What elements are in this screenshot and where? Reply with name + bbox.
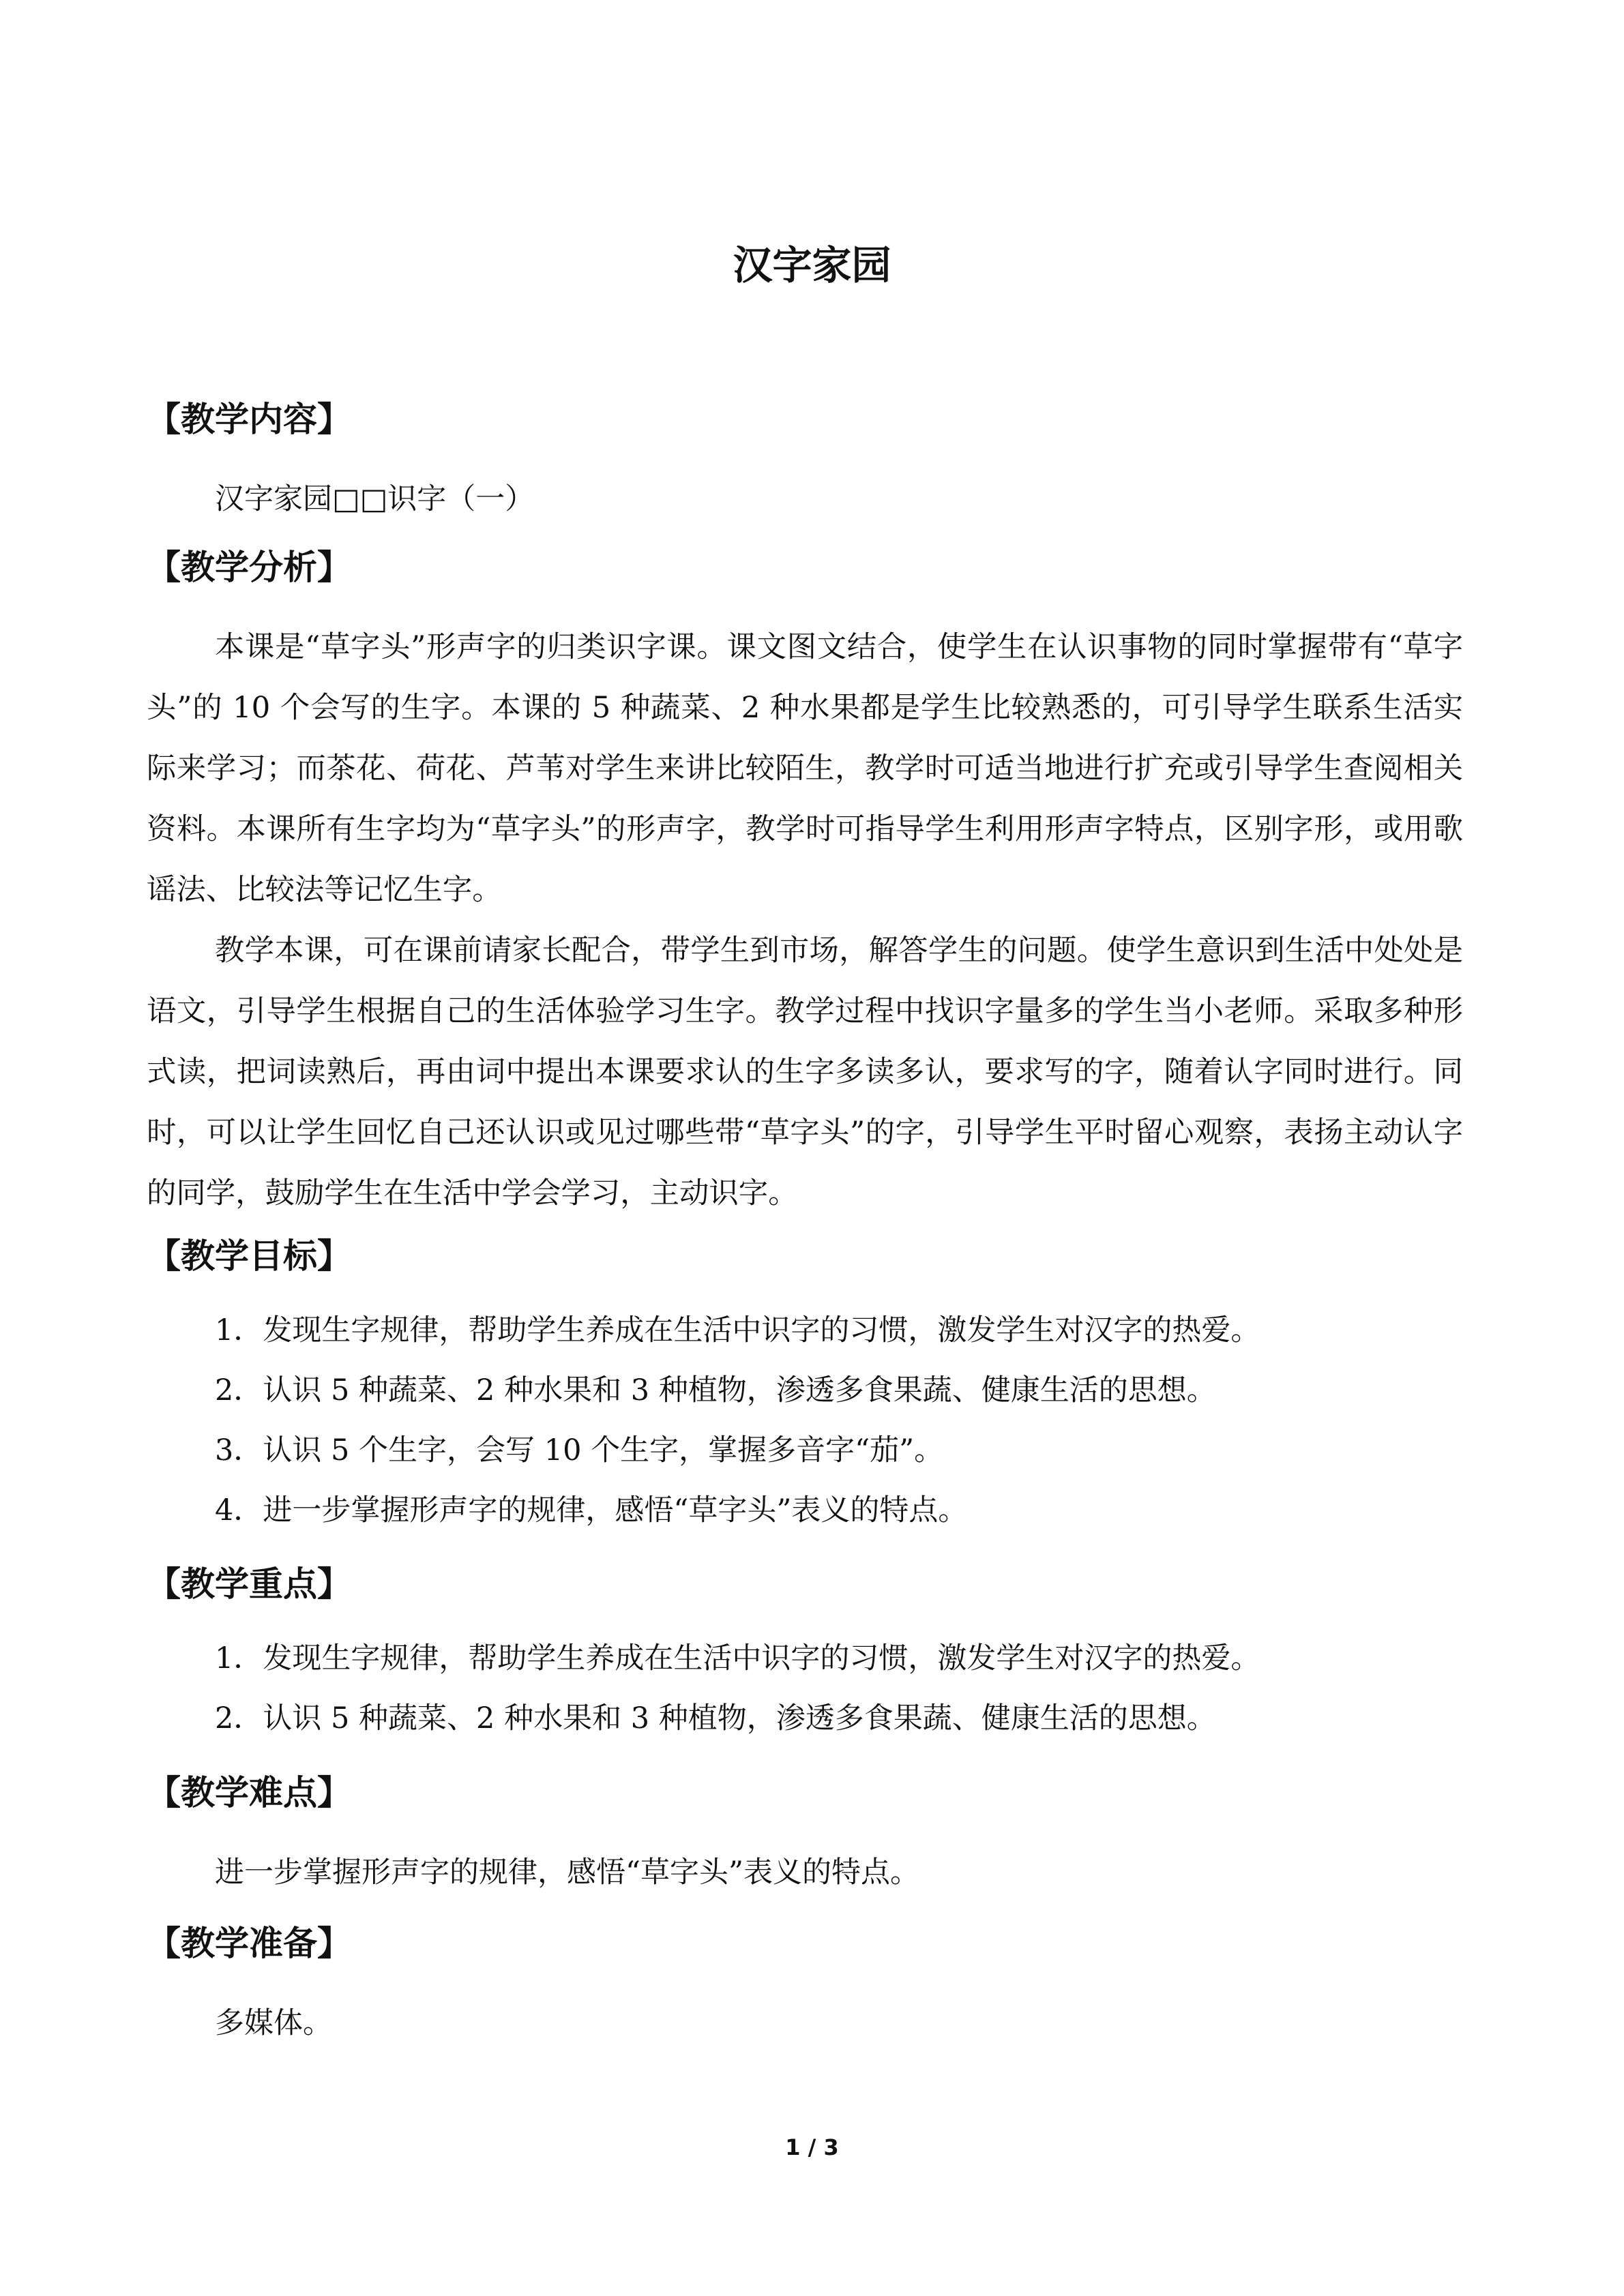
section-teaching-difficulty bbox=[147, 1769, 1463, 1893]
section-paragraph: 汉字家园□□识字（一） bbox=[215, 482, 535, 516]
section-heading: 【教学内容】 bbox=[147, 400, 351, 439]
section-paragraph: 教学本课，可在课前请家长配合，带学生到市场，解答学生的问题。使学生意识到生活中处处是语文，引导学生根据自己的生活体验学习生字。教学过程中找识字量多的学生当小老师。采取多种形式读，把词读熟后，再由词中提出本课要求认的生字多读多认，要求写的字，随着认字同时进行。同时，可以让学生回忆自己还认识或见过哪些带“草字头”的字，引导学生平时留心观察，表扬主动认字的同学，鼓励学生在生活中学会学习，主动识字。 bbox=[147, 934, 1463, 1210]
list-item: 3．认识 5 个生字，会写 10 个生字，掌握多音字“茄”。 bbox=[215, 1433, 944, 1467]
list-item: 1．发现生字规律，帮助学生养成在生活中识字的习惯，激发学生对汉字的热爱。 bbox=[215, 1641, 1260, 1675]
section-teaching-goals bbox=[147, 1232, 1463, 1540]
list-item: 4．进一步掌握形声字的规律，感悟“草字头”表义的特点。 bbox=[215, 1493, 968, 1527]
list-item: 2．认识 5 种蔬菜、2 种水果和 3 种植物，渗透多食果蔬、健康生活的思想。 bbox=[215, 1373, 1216, 1407]
focus-list bbox=[147, 1628, 1463, 1748]
list-item: 2．认识 5 种蔬菜、2 种水果和 3 种植物，渗透多食果蔬、健康生活的思想。 bbox=[215, 1701, 1216, 1735]
section-paragraph: 进一步掌握形声字的规律，感悟“草字头”表义的特点。 bbox=[215, 1855, 919, 1890]
section-heading: 【教学重点】 bbox=[147, 1564, 351, 1604]
list-item: 1．发现生字规律，帮助学生养成在生活中识字的习惯，激发学生对汉字的热爱。 bbox=[215, 1313, 1260, 1347]
section-heading: 【教学准备】 bbox=[147, 1924, 351, 1963]
section-paragraph: 本课是“草字头”形声字的归类识字课。课文图文结合，使学生在认识事物的同时掌握带有“草字头”的 10 个会写的生字。本课的 5 种蔬菜、2 种水果都是学生比较熟悉的，可引导学生联系生活实际来学习；而茶花、荷花、芦苇对学生来讲比较陌生，教学时可适当地进行扩充或引导学生查阅相关资料。本课所有生字均为“草字头”的形声字，教学时可指导学生利用形声字特点，区别字形，或用歌谣法、比较法等记忆生字。 bbox=[147, 630, 1463, 907]
document-title: 汉字家园 bbox=[733, 241, 891, 288]
section-heading: 【教学难点】 bbox=[147, 1773, 351, 1813]
section-heading: 【教学分析】 bbox=[147, 548, 351, 587]
section-heading: 【教学目标】 bbox=[147, 1236, 351, 1276]
section-teaching-preparation bbox=[147, 1920, 1463, 2044]
page-number: 1 / 3 bbox=[785, 2134, 839, 2160]
goal-list bbox=[147, 1300, 1463, 1540]
section-teaching-content bbox=[147, 396, 1463, 520]
section-teaching-analysis bbox=[147, 543, 1463, 1224]
section-teaching-focus bbox=[147, 1560, 1463, 1748]
section-paragraph: 多媒体。 bbox=[215, 2006, 332, 2040]
